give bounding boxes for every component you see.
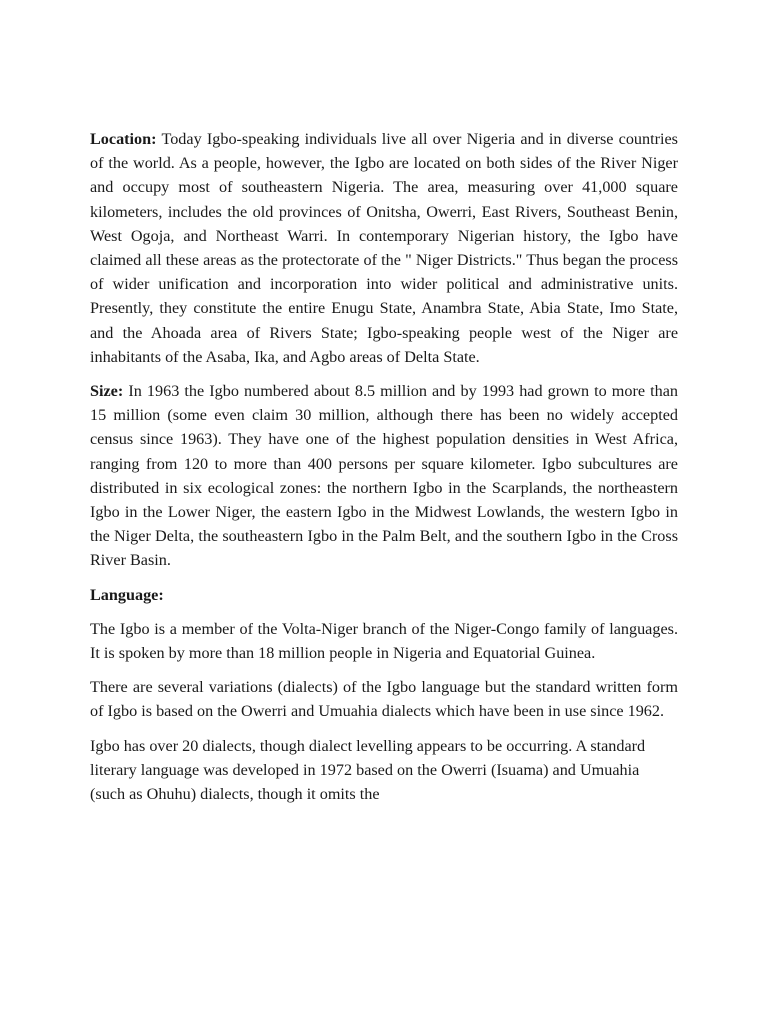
language-paragraph-1: The Igbo is a member of the Volta-Niger branch of the Niger-Congo family of languages. It is spoken by more than 18 million people in Nigeria and Equatorial Guinea. [90, 619, 678, 663]
size-text: In 1963 the Igbo numbered about 8.5 million and by 1993 had grown to more than 15 million (some even claim 30 million, although there has been no widely accepted census since 1963). They have one of the highest population densities in West Africa, ranging from 120 to more than 400 persons per square kilometer. Igbo subcultures are distributed in six ecological zones: the northern Igbo in the Scarplands, the northeastern Igbo in the Lower Niger, the eastern Igbo in the Midwest Lowlands, the western Igbo in the Niger Delta, the southeastern Igbo in the Palm Belt, and the southern Igbo in the Cross River Basin. [90, 382, 679, 570]
location-paragraph [90, 127, 678, 369]
size-paragraph [90, 379, 678, 573]
location-text: Today Igbo-speaking individuals live all over Nigeria and in diverse countries of the world. As a people, however, the Igbo are located on both sides of the River Niger and occupy most of southeastern Nigeria. The area, measuring over 41,000 square kilometers, includes the old provinces of Onitsha, Owerri, East Rivers, Southeast Benin, West Ogoja, and Northeast Warri. In contemporary Nigerian history, the Igbo have claimed all these areas as the protectorate of the " Niger Districts." Thus began the process of wider unification and incorporation into wider political and administrative units. Presently, they constitute the entire Enugu State, Anambra State, Abia State, Imo State, and the Ahoada area of Rivers State; Igbo-speaking people west of the Niger are inhabitants of the Asaba, Ika, and Agbo areas of Delta State. [90, 130, 678, 366]
location-heading: Location: [90, 130, 157, 148]
document-page [90, 127, 678, 816]
language-paragraph-3: Igbo has over 20 dialects, though dialect levelling appears to be occurring. A standard literary language was developed in 1972 based on the Owerri (Isuama) and Umuahia (such as Ohuhu) dialects, though it omits the [90, 736, 646, 804]
language-paragraph-2: There are several variations (dialects) of the Igbo language but the standard written form of Igbo is based on the Owerri and Umuahia dialects which have been in use since 1962. [90, 678, 678, 721]
size-heading: Size: [90, 382, 124, 401]
language-heading: Language: [90, 585, 164, 604]
